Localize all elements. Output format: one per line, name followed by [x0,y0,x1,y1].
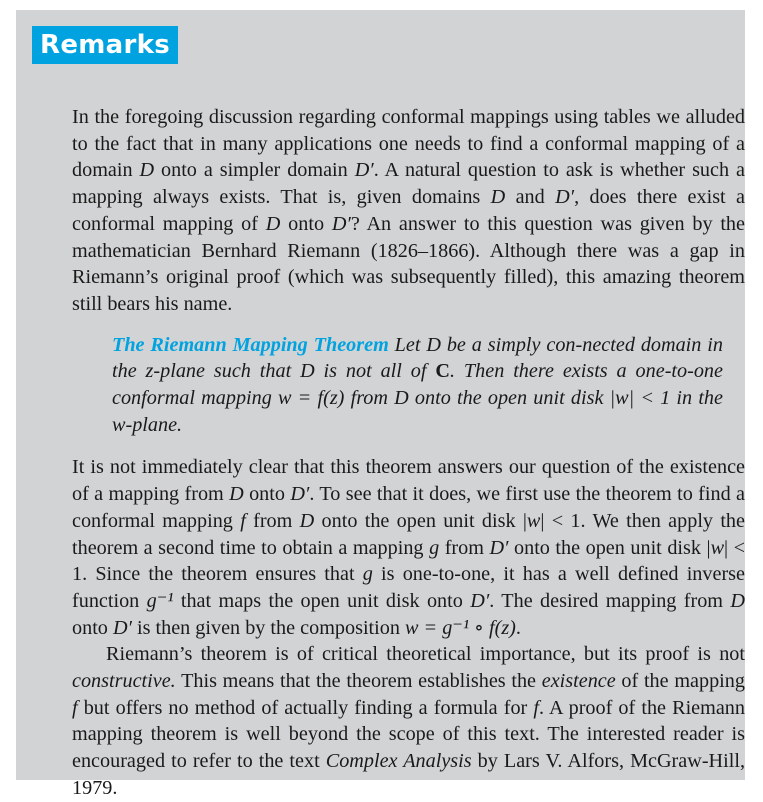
math-symbol: g [362,563,373,586]
remarks-heading: Remarks [32,26,178,64]
text-run: In the foregoing discussion regarding conformal mappings using tables we alluded to the fact that in many applications one needs to find a conformal mapping of a domain [72,106,745,182]
math-symbol: D′ [489,536,509,559]
text-run: | < 1. Since the theorem ensures that [72,536,745,586]
text-run: . To see that it does, we first use the theorem to find a conformal mapping [72,483,746,532]
math-symbol: D [229,483,244,506]
text-run: . A proof of the Riemann mapping theorem is well beyond the scope of this text. The interested reader is encouraged to refer to the text [72,696,745,773]
emphasis: existence [541,670,616,693]
math-expression: w = g⁻¹ ∘ f(z) [405,616,516,639]
math-symbol: f [72,696,78,719]
explanation-paragraph [72,454,745,641]
text-run: Riemann’s theorem is of critical theoretical importance, but its proof is not [106,643,745,666]
math-symbol: w [526,509,541,532]
math-symbol: D [299,509,315,532]
math-symbol: D [139,159,155,182]
text-run: . Then there exists a one-to-one conformal mapping w = f(z) from D onto the open unit disk |w| < 1 in the w-plane. [112,360,723,436]
text-run: by Lars V. Alfors, McGraw-Hill, 1979. [72,750,745,799]
text-run: . A natural question to ask is whether such a mapping always exists. That is, given domains [72,159,745,209]
math-symbol: D′ [331,212,351,235]
text-run: onto a simpler domain [154,159,355,182]
remarks-body [72,104,745,802]
emphasis: constructive. [72,670,176,693]
complex-plane-symbol: C [435,360,450,383]
text-run: . The desired mapping from [489,589,731,612]
text-run: onto the open unit disk | [314,509,527,532]
text-run: from [439,536,490,559]
math-symbol: g [429,536,440,559]
text-run: | < 1. We then apply the theorem a second time to obtain a mapping [72,509,745,559]
text-run: Let D be a simply con-nected domain in the z-plane such that D is not all of [112,333,723,383]
text-run: , does there exist a conformal mapping of [72,186,745,235]
text-run: onto [72,616,113,639]
text-run: onto [243,483,291,506]
text-run: This means that the theorem establishes the [175,670,542,693]
math-symbol: D [490,186,506,209]
math-symbol: g⁻¹ [146,589,174,612]
text-run: and [505,186,556,209]
math-symbol: D [730,589,745,612]
text-run: but offers no method of actually finding a formula for [77,696,534,719]
text-run: onto the open unit disk | [508,536,711,559]
math-symbol: D′ [290,483,310,506]
text-run: ? An answer to this question was given by the mathematician Bernhard Riemann (1826–1866). Although there was a gap in Riemann’s original proof (which was subsequently filled), this amazing theorem still bears his name. [72,212,745,315]
text-run: It is not immediately clear that this theorem answers our question of the existence of a mapping from [72,456,745,506]
math-symbol: f [240,509,246,532]
text-run: . [515,616,521,639]
text-run: is then given by the composition [131,616,406,639]
math-symbol: f [533,696,539,719]
text-run: onto [280,212,332,235]
theorem-title: The Riemann Mapping Theorem [112,333,389,356]
math-symbol: D [265,212,281,235]
math-symbol: D′ [470,589,490,612]
book-title: Complex Analysis [325,750,472,773]
text-run: is one-to-one, it has a well defined inverse function [72,563,745,612]
riemann-theorem-statement [112,332,723,439]
intro-paragraph [72,104,745,318]
math-symbol: D′ [555,186,575,209]
remarks-panel [16,10,746,799]
text-run: from [245,509,300,532]
closing-paragraph [72,641,745,801]
text-run: that maps the open unit disk onto [173,589,471,612]
text-run: of the mapping [615,670,745,693]
math-symbol: D′ [354,159,374,182]
math-symbol: D′ [112,616,132,639]
math-symbol: w [710,536,725,559]
